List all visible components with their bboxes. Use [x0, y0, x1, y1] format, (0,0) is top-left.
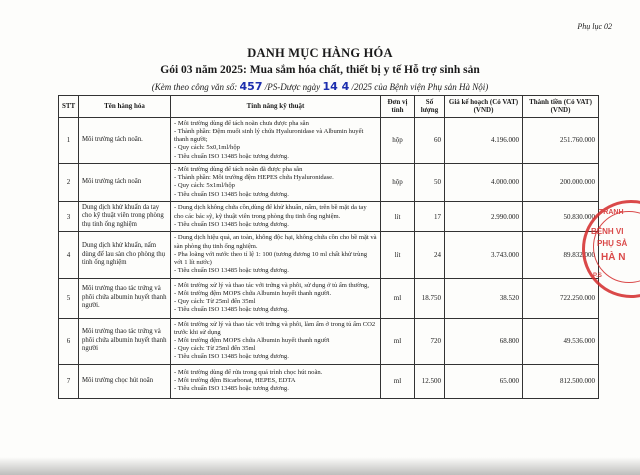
row-total: 49.536.000 — [523, 318, 599, 364]
row-name: Dung dịch khử khuẩn, nấm dùng để lau sàn cho phòng thụ tinh ống nghiệm — [79, 232, 171, 278]
row-qty: 50 — [415, 163, 445, 201]
spec-line: - Môi trường dùng để tách noãn chưa được pha sẵn — [174, 119, 309, 127]
row-stt: 6 — [59, 318, 79, 364]
row-unit: hộp — [381, 163, 415, 201]
seal-text: PHỤ SẢ — [597, 239, 628, 248]
spec-line: - Tiêu chuẩn ISO 13485 hoặc tương đương. — [174, 267, 289, 275]
spec-line: - Quy cách: Từ 25ml đến 35ml — [174, 298, 256, 306]
row-price: 65.000 — [445, 364, 523, 398]
header-price: Giá kế hoạch (Có VAT) (VND) — [445, 96, 523, 118]
row-price: 3.743.000 — [445, 232, 523, 278]
row-qty: 12.500 — [415, 364, 445, 398]
spec-line: - Môi trường đệm MOPS chứa Albumin huyết thanh người — [174, 336, 330, 344]
row-price: 38.520 — [445, 278, 523, 318]
reference-prefix: (Kèm theo công văn số: — [151, 82, 238, 92]
spec-line: - Tiêu chuẩn ISO 13485 hoặc tương đương. — [174, 385, 289, 393]
seal-text: P.S — [593, 273, 602, 279]
spec-line: - Thành phần: Môi trường đệm HEPES chứa Hyaluronidase. — [174, 174, 334, 182]
spec-line: - Tiêu chuẩn ISO 13485 hoặc tương đương. — [174, 306, 289, 314]
row-specs — [171, 163, 381, 201]
row-specs — [171, 232, 381, 278]
document-title: DANH MỤC HÀNG HÓA — [247, 46, 393, 60]
row-name: Môi trường thao tác trứng và phôi chứa albumin huyết thanh người. — [79, 278, 171, 318]
seal-text: HÀ N — [601, 252, 626, 263]
header-specs — [171, 96, 381, 118]
table-row — [59, 163, 599, 201]
scan-shadow — [0, 457, 640, 475]
table-row — [59, 201, 599, 231]
row-qty: 24 — [415, 232, 445, 278]
row-specs — [171, 364, 381, 398]
row-specs — [171, 117, 381, 163]
header-name: Tên hàng hóa — [79, 96, 171, 118]
row-unit: lít — [381, 201, 415, 231]
spec-line: Tính năng kỹ thuật — [246, 102, 305, 111]
row-specs — [171, 278, 381, 318]
row-total: 50.830.000 — [523, 201, 599, 231]
reference-mid: /PS-Dược ngày — [264, 82, 321, 92]
row-name: Dung dịch khử khuẩn da tay cho kỹ thuật viên trong phòng thụ tinh ống nghiệm — [79, 201, 171, 231]
spec-line: - Quy cách: Từ 25ml đến 35ml — [174, 345, 256, 353]
header-qty: Số lượng — [415, 96, 445, 118]
header-total: Thành tiền (Có VAT) (VND) — [523, 96, 599, 118]
spec-line: - Dung dịch không chứa cồn,dùng để khử khuẩn, nấm, trên bề mặt da tay cho các bác sỹ, kỹ thuật viên trong phòng thụ tinh ống nghiệm. — [174, 204, 367, 220]
spec-line: - Dung dịch hiệu quả, an toàn, không độc hại, không chứa cồn cho bề mặt và sàn phòng thụ tinh ống nghiệm. — [174, 234, 377, 250]
table-row — [59, 364, 599, 398]
row-total: 251.760.000 — [523, 117, 599, 163]
row-price: 4.196.000 — [445, 117, 523, 163]
spec-line: - Tiêu chuẩn ISO 13485 hoặc tương đương. — [174, 190, 289, 198]
spec-line: - Môi trường dùng để tách noãn đã được pha sẵn — [174, 165, 303, 173]
row-specs — [171, 318, 381, 364]
handwritten-date: 14 4 — [322, 80, 350, 93]
row-stt: 1 — [59, 117, 79, 163]
row-price: 68.800 — [445, 318, 523, 364]
row-qty: 60 — [415, 117, 445, 163]
table-row — [59, 318, 599, 364]
table-header-row — [59, 96, 599, 118]
row-stt: 7 — [59, 364, 79, 398]
table-row — [59, 232, 599, 278]
appendix-label: Phụ lục 02 — [577, 22, 612, 31]
header-unit: Đơn vị tính — [381, 96, 415, 118]
row-total: 200.000.000 — [523, 163, 599, 201]
row-stt: 5 — [59, 278, 79, 318]
row-price: 4.000.000 — [445, 163, 523, 201]
row-unit: hộp — [381, 117, 415, 163]
reference-suffix: /2025 của Bệnh viện Phụ sản Hà Nội) — [351, 82, 489, 92]
row-qty: 18.750 — [415, 278, 445, 318]
row-total: 722.250.000 — [523, 278, 599, 318]
row-stt: 4 — [59, 232, 79, 278]
spec-line: - Tiêu chuẩn ISO 13485 hoặc tương đương. — [174, 152, 289, 160]
spec-line: - Quy cách: 5x1ml/hộp — [174, 182, 235, 190]
header-stt: STT — [59, 96, 79, 118]
row-qty: 17 — [415, 201, 445, 231]
row-unit: ml — [381, 318, 415, 364]
seal-text: TRANH — [599, 209, 624, 216]
row-total: 89.832.000 — [523, 232, 599, 278]
row-name: Môi trường thao tác trứng và phôi chứa albumin huyết thanh người — [79, 318, 171, 364]
row-unit: lít — [381, 232, 415, 278]
row-total: 812.500.000 — [523, 364, 599, 398]
row-unit: ml — [381, 278, 415, 318]
row-qty: 720 — [415, 318, 445, 364]
row-stt: 3 — [59, 201, 79, 231]
row-name: Môi trường tách noãn. — [79, 117, 171, 163]
document-subtitle: Gói 03 năm 2025: Mua sắm hóa chất, thiết bị y tế Hỗ trợ sinh sản — [160, 64, 480, 76]
handwritten-number: 457 — [239, 80, 263, 93]
row-unit: ml — [381, 364, 415, 398]
table-row — [59, 117, 599, 163]
row-name: Môi trường chọc hút noãn — [79, 364, 171, 398]
spec-line: - Pha loãng với nước theo tỉ lệ 1: 100 (tương đương 10 ml chất khử trùng với 1 lít nước) — [174, 250, 368, 267]
spec-line: - Quy cách: 5x0,1ml/hộp — [174, 144, 240, 152]
reference-line — [0, 80, 640, 93]
spec-line: - Môi trường xử lý và thao tác với trứng và phôi, sử dụng ở tủ ấm thường, — [174, 281, 369, 289]
spec-line: - Tiêu chuẩn ISO 13485 hoặc tương đương. — [174, 220, 289, 228]
table-row — [59, 278, 599, 318]
row-price: 2.990.000 — [445, 201, 523, 231]
spec-line: - Tiêu chuẩn ISO 13485 hoặc tương đương. — [174, 353, 289, 361]
row-specs — [171, 201, 381, 231]
spec-line: - Môi trường xử lý và thao tác với trứng và phôi, làm ấm ở trong tủ ấm CO2 trước khi sử dụng — [174, 320, 376, 336]
row-stt: 2 — [59, 163, 79, 201]
spec-line: - Môi trường dùng để rửa trong quá trình chọc hút noãn. — [174, 368, 323, 376]
seal-text: BỆNH VI — [591, 227, 624, 236]
row-name: Môi trường tách noãn — [79, 163, 171, 201]
spec-line: - Môi trường đệm MOPS chứa Albumin huyết thanh người. — [174, 289, 332, 297]
spec-line: - Thành phần: Đệm muối sinh lý chứa Hyaluronidase và Albumin huyết thanh người; — [174, 128, 364, 144]
spec-line: - Môi trường đệm Bicarbonat, HEPES, EDTA — [174, 377, 296, 385]
goods-table — [58, 95, 599, 399]
